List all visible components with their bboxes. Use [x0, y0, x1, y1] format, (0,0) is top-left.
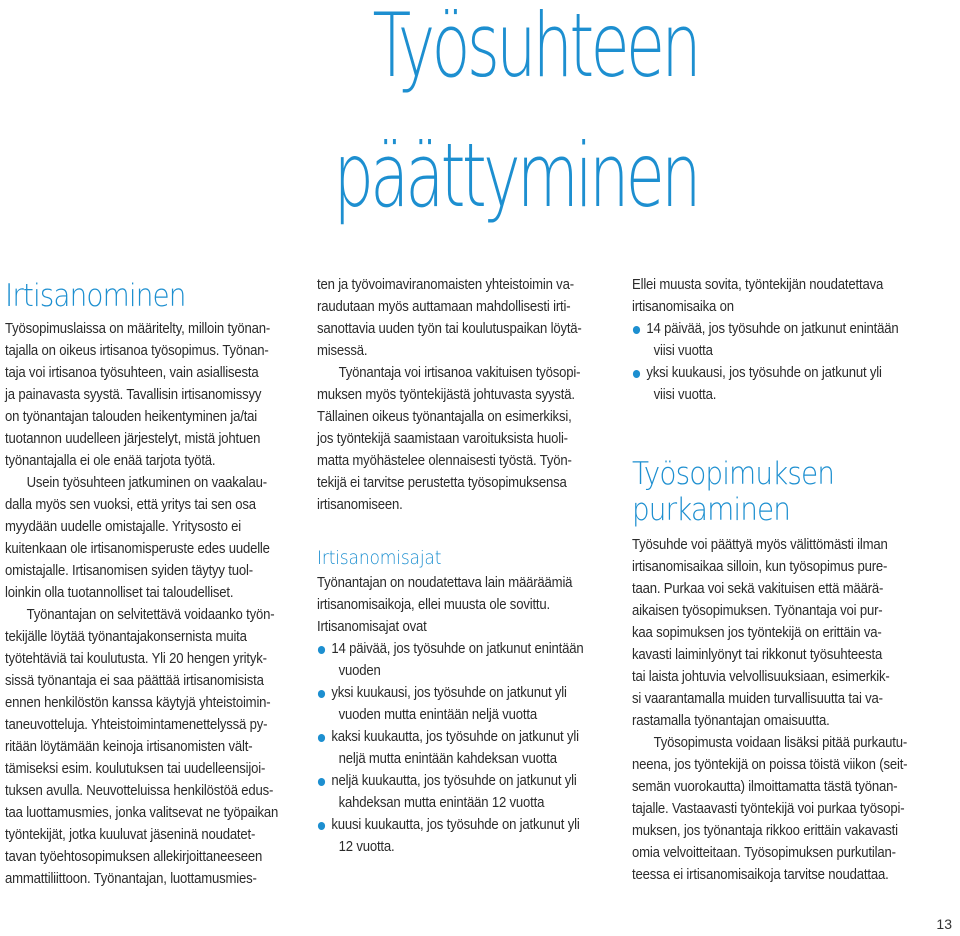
- col1-line: ammattiliittoon. Työnantajan, luottamusmies-: [5, 871, 257, 887]
- col2-line: Työnantaja voi irtisanoa vakituisen työsopi-: [338, 365, 581, 381]
- heading-tyosopimuksen: Työsopimuksen: [632, 456, 835, 492]
- col1-line: loinkin olla tuotannolliset tai taloudelliset.: [5, 585, 234, 601]
- bullet-continuation: viisi vuotta: [653, 343, 713, 359]
- col2-line: tekijä ei tarvitse perustetta työsopimuksensa: [317, 475, 567, 491]
- bullet-item: 14 päivää, jos työsuhde on jatkunut enintään: [632, 318, 898, 340]
- bullet-continuation: vuoden mutta enintään neljä vuotta: [338, 707, 537, 723]
- col2-intro: [317, 274, 582, 516]
- page-title-line-2: päättyminen: [333, 124, 698, 227]
- col1-body: [5, 318, 278, 890]
- col2-line: irtisanomisaikoja, ellei muusta ole sovittu.: [317, 597, 550, 613]
- col2-line: ten ja työvoimaviranomaisten yhteistoimin va-: [317, 277, 574, 293]
- col3-line: aikaisen työsopimuksen. Työnantaja voi pur-: [632, 603, 883, 619]
- heading-purkaminen: purkaminen: [632, 492, 791, 528]
- col2-line: raudutaan myös auttamaan mahdollisesti irti-: [317, 299, 571, 315]
- col3-line: tajalle. Vastaavasti työntekijä voi purkaa työsopi-: [632, 801, 905, 817]
- col2-line: jos työntekijä saamistaan varoituksista huoli-: [317, 431, 568, 447]
- col3-line: rastamalla työnantajan omaisuutta.: [632, 713, 830, 729]
- bullet-continuation: viisi vuotta.: [653, 387, 717, 403]
- bullet-item: yksi kuukausi, jos työsuhde on jatkunut yli: [317, 682, 583, 704]
- bullet-item: yksi kuukausi, jos työsuhde on jatkunut yli: [632, 362, 898, 384]
- col1-line: dalla myös sen vuoksi, että yritys tai sen osa: [5, 497, 256, 513]
- col1-line: työtehtäviä tai koulutusta. Yli 20 hengen yrityk-: [5, 651, 267, 667]
- col1-line: tuksen avulla. Neuvotteluissa henkilöstöä edus-: [5, 783, 274, 799]
- bullet-continuation: kahdeksan mutta enintään 12 vuotta: [338, 795, 545, 811]
- col2-line: misessä.: [317, 343, 368, 359]
- bullet-continuation: 12 vuotta.: [338, 839, 395, 855]
- col1-line: työnantajalla ei ole enää tarjota työtä.: [5, 453, 216, 469]
- page-number: 13: [936, 916, 952, 932]
- col1-line: tuotannon uudelleen järjestelyt, mistä johtuen: [5, 431, 261, 447]
- col3-body: [632, 534, 907, 886]
- col2-line: matta myöhästelee olennaisesti työstä. Työn-: [317, 453, 572, 469]
- col3-line: Ellei muusta sovita, työntekijän noudatettava: [632, 277, 884, 293]
- col3-line: irtisanomisaikaa silloin, kun työsopimus pure-: [632, 559, 888, 575]
- col2-line: Irtisanomisajat ovat: [317, 619, 427, 635]
- col1-line: ja painavasta syystä. Tavallisin irtisanomissyy: [5, 387, 262, 403]
- col3-line: kavasti laiminlyönyt tai rikkonut työsuhteesta: [632, 647, 883, 663]
- col2-line: irtisanomiseen.: [317, 497, 403, 513]
- page-title-line-1: Työsuhteen: [372, 0, 698, 97]
- col1-line: taja voi irtisanoa työsuhteen, vain asiallisesta: [5, 365, 259, 381]
- col1-line: omistajalle. Irtisanomisen syiden täytyy tuol-: [5, 563, 253, 579]
- col3-line: neena, jos työntekijä on poissa töistä viikon (seit-: [632, 757, 908, 773]
- bullet-item: kaksi kuukautta, jos työsuhde on jatkunut yli: [317, 726, 583, 748]
- col2-line: Työnantajan on noudatettava lain määräämiä: [317, 575, 573, 591]
- col2-line: muksen myös työntekijästä johtuvasta syystä.: [317, 387, 575, 403]
- col1-line: tavan työehtosopimuksen allekirjoittaneeseen: [5, 849, 263, 865]
- col1-line: työntekijät, jotka kuuluvat jäseninä noudatet-: [5, 827, 256, 843]
- col3-line: si vaarantamalla muiden turvallisuutta tai va-: [632, 691, 883, 707]
- bullet-item: 14 päivää, jos työsuhde on jatkunut enintään: [317, 638, 583, 660]
- bullet-continuation: vuoden: [338, 663, 381, 679]
- bullet-item: kuusi kuukautta, jos työsuhde on jatkunut yli: [317, 814, 583, 836]
- col1-line: sissä työnantaja ei saa päättää irtisanomisista: [5, 673, 264, 689]
- col2-line: sanottavia uuden työn tai koulutuspaikan löytä-: [317, 321, 582, 337]
- col1-line: tekijälle löytää työnantajakonsernista muita: [5, 629, 247, 645]
- col3-line: irtisanomisaika on: [632, 299, 734, 315]
- col1-line: tämiseksi esim. koulutuksen tai uudelleensijoi-: [5, 761, 266, 777]
- col3-line: taan. Purkaa voi sekä vakituisen että määrä-: [632, 581, 884, 597]
- col3-line: muksen, jos työnantaja rikkoo erittäin vakavasti: [632, 823, 898, 839]
- col3-line: semän vuorokautta) ilmoittamatta tästä työnan-: [632, 779, 898, 795]
- col2-body: [317, 572, 583, 858]
- col1-line: ritään löytämään keinoja irtisanomisten vält-: [5, 739, 253, 755]
- col1-line: ennen henkilöstön kanssa käytyjä yhteistoimin-: [5, 695, 271, 711]
- heading-irtisanominen: Irtisanominen: [5, 278, 186, 314]
- col3-line: kaa sopimuksen jos työntekijä on erittäin va-: [632, 625, 882, 641]
- col1-line: kuitenkaan ole irtisanomisperuste edes uudelle: [5, 541, 270, 557]
- bullet-item: neljä kuukautta, jos työsuhde on jatkunut yli: [317, 770, 583, 792]
- bullet-continuation: neljä mutta enintään kahdeksan vuotta: [338, 751, 557, 767]
- col1-line: Työnantajan on selvitettävä voidaanko työn-: [26, 607, 275, 623]
- col3-line: Työsuhde voi päättyä myös välittömästi ilman: [632, 537, 888, 553]
- col1-line: myydään uudelle omistajalle. Yritysosto ei: [5, 519, 242, 535]
- col3-line: omia velvoitteitaan. Työsopimuksen purkutilan-: [632, 845, 896, 861]
- heading-irtisanomisajat: Irtisanomisajat: [317, 547, 442, 569]
- col1-line: taneuvotteluja. Yhteistoimintamenettelyssä py-: [5, 717, 268, 733]
- col3-line: Työsopimusta voidaan lisäksi pitää purkautu-: [653, 735, 908, 751]
- col1-line: taa luottamusmies, jonka valitsevat ne työpaikan: [5, 805, 279, 821]
- col3-intro: [632, 274, 898, 406]
- col3-line: teessa ei irtisanomisaikoja tarvitse noudattaa.: [632, 867, 889, 883]
- col3-line: tai laista johtuvia velvollisuuksiaan, esimerkik-: [632, 669, 890, 685]
- col1-line: on työnantajan talouden heikentyminen ja/tai: [5, 409, 258, 425]
- col1-line: Usein työsuhteen jatkuminen on vaakalau-: [26, 475, 267, 491]
- col1-line: tajalla on oikeus irtisanoa työsopimus. Työnan-: [5, 343, 269, 359]
- col1-line: Työsopimuslaissa on määritelty, milloin työnan-: [5, 321, 271, 337]
- col2-line: Tällainen oikeus työnantajalla on esimerkiksi,: [317, 409, 572, 425]
